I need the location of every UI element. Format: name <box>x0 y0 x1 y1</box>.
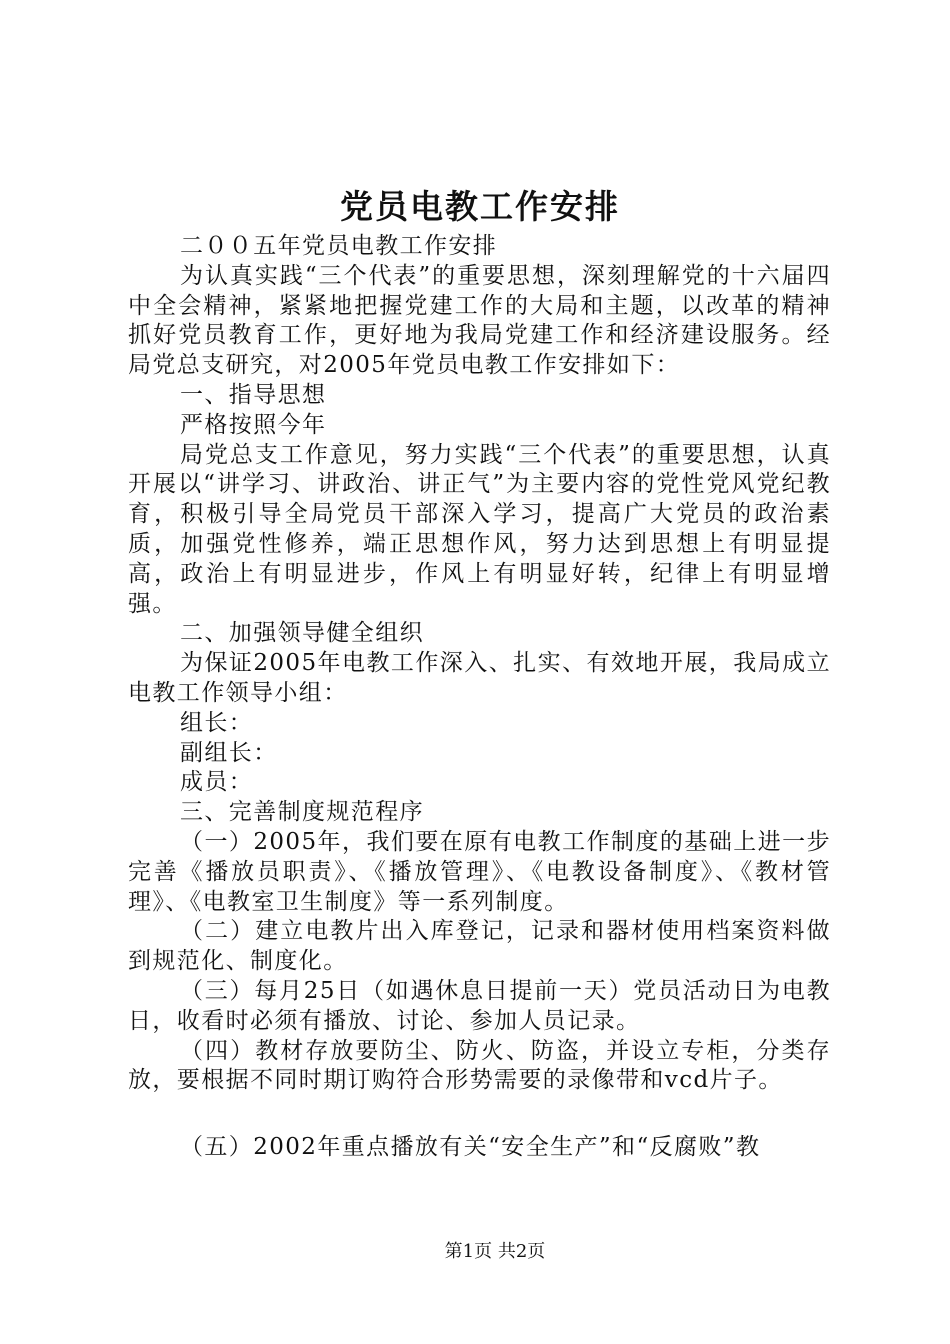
paragraph-gap <box>128 1096 831 1133</box>
page-title: 党员电教工作安排 <box>340 187 620 226</box>
page-footer: 第1页 共2页 <box>444 1241 546 1262</box>
list-item-3: （三）每月25日（如遇休息日提前一天）党员活动日为电教日，收看时必须有播放、讨论、参加人员记录。 <box>128 977 831 1034</box>
list-item-5: （五）2002年重点播放有关“安全生产”和“反腐败”教 <box>180 1134 761 1161</box>
body-paragraph: 严格按照今年 <box>180 411 327 438</box>
section-heading-2: 二、加强领导健全组织 <box>180 620 424 647</box>
section-heading-3: 三、完善制度规范程序 <box>180 799 424 826</box>
body-paragraph: 为保证2005年电教工作深入、扎实、有效地开展，我局成立电教工作领导小组： <box>128 650 831 706</box>
list-item-2: （二）建立电教片出入库登记，记录和器材使用档案资料做到规范化、制度化。 <box>128 918 831 975</box>
list-item-4: （四）教材存放要防尘、防火、防盗，并设立专柜，分类存放，要根据不同时期订购符合形势需要的录像带和vcd片子。 <box>128 1037 831 1094</box>
members-line: 成员： <box>180 769 254 796</box>
section-heading-1: 一、指导思想 <box>180 381 327 408</box>
intro-paragraph: 为认真实践“三个代表”的重要思想，深刻理解党的十六届四中全会精神，紧紧地把握党建工作的大局和主题，以改革的精神抓好党员教育工作，更好地为我局党建工作和经济建设服务。经局党总支研究，对2005年党员电教工作安排如下： <box>128 262 831 379</box>
deputy-leader-line: 副组长： <box>180 739 278 766</box>
body-paragraph: 局党总支工作意见，努力实践“三个代表”的重要思想，认真开展以“讲学习、讲政治、讲正气”为主要内容的党性党风党纪教育，积极引导全局党员干部深入学习，提高广大党员的政治素质，加强党性修养，端正思想作风，努力达到思想上有明显提高，政治上有明显进步，作风上有明显好转，纪律上有明显增强。 <box>128 441 831 617</box>
list-item-1: （一）2005年，我们要在原有电教工作制度的基础上进一步完善《播放员职责》、《播放管理》、《电教设备制度》、《教材管理》、《电教室卫生制度》等一系列制度。 <box>128 828 831 915</box>
leader-line: 组长： <box>180 709 254 736</box>
document-body <box>128 232 831 1163</box>
subtitle-paragraph: 二００五年党员电教工作安排 <box>180 233 498 259</box>
